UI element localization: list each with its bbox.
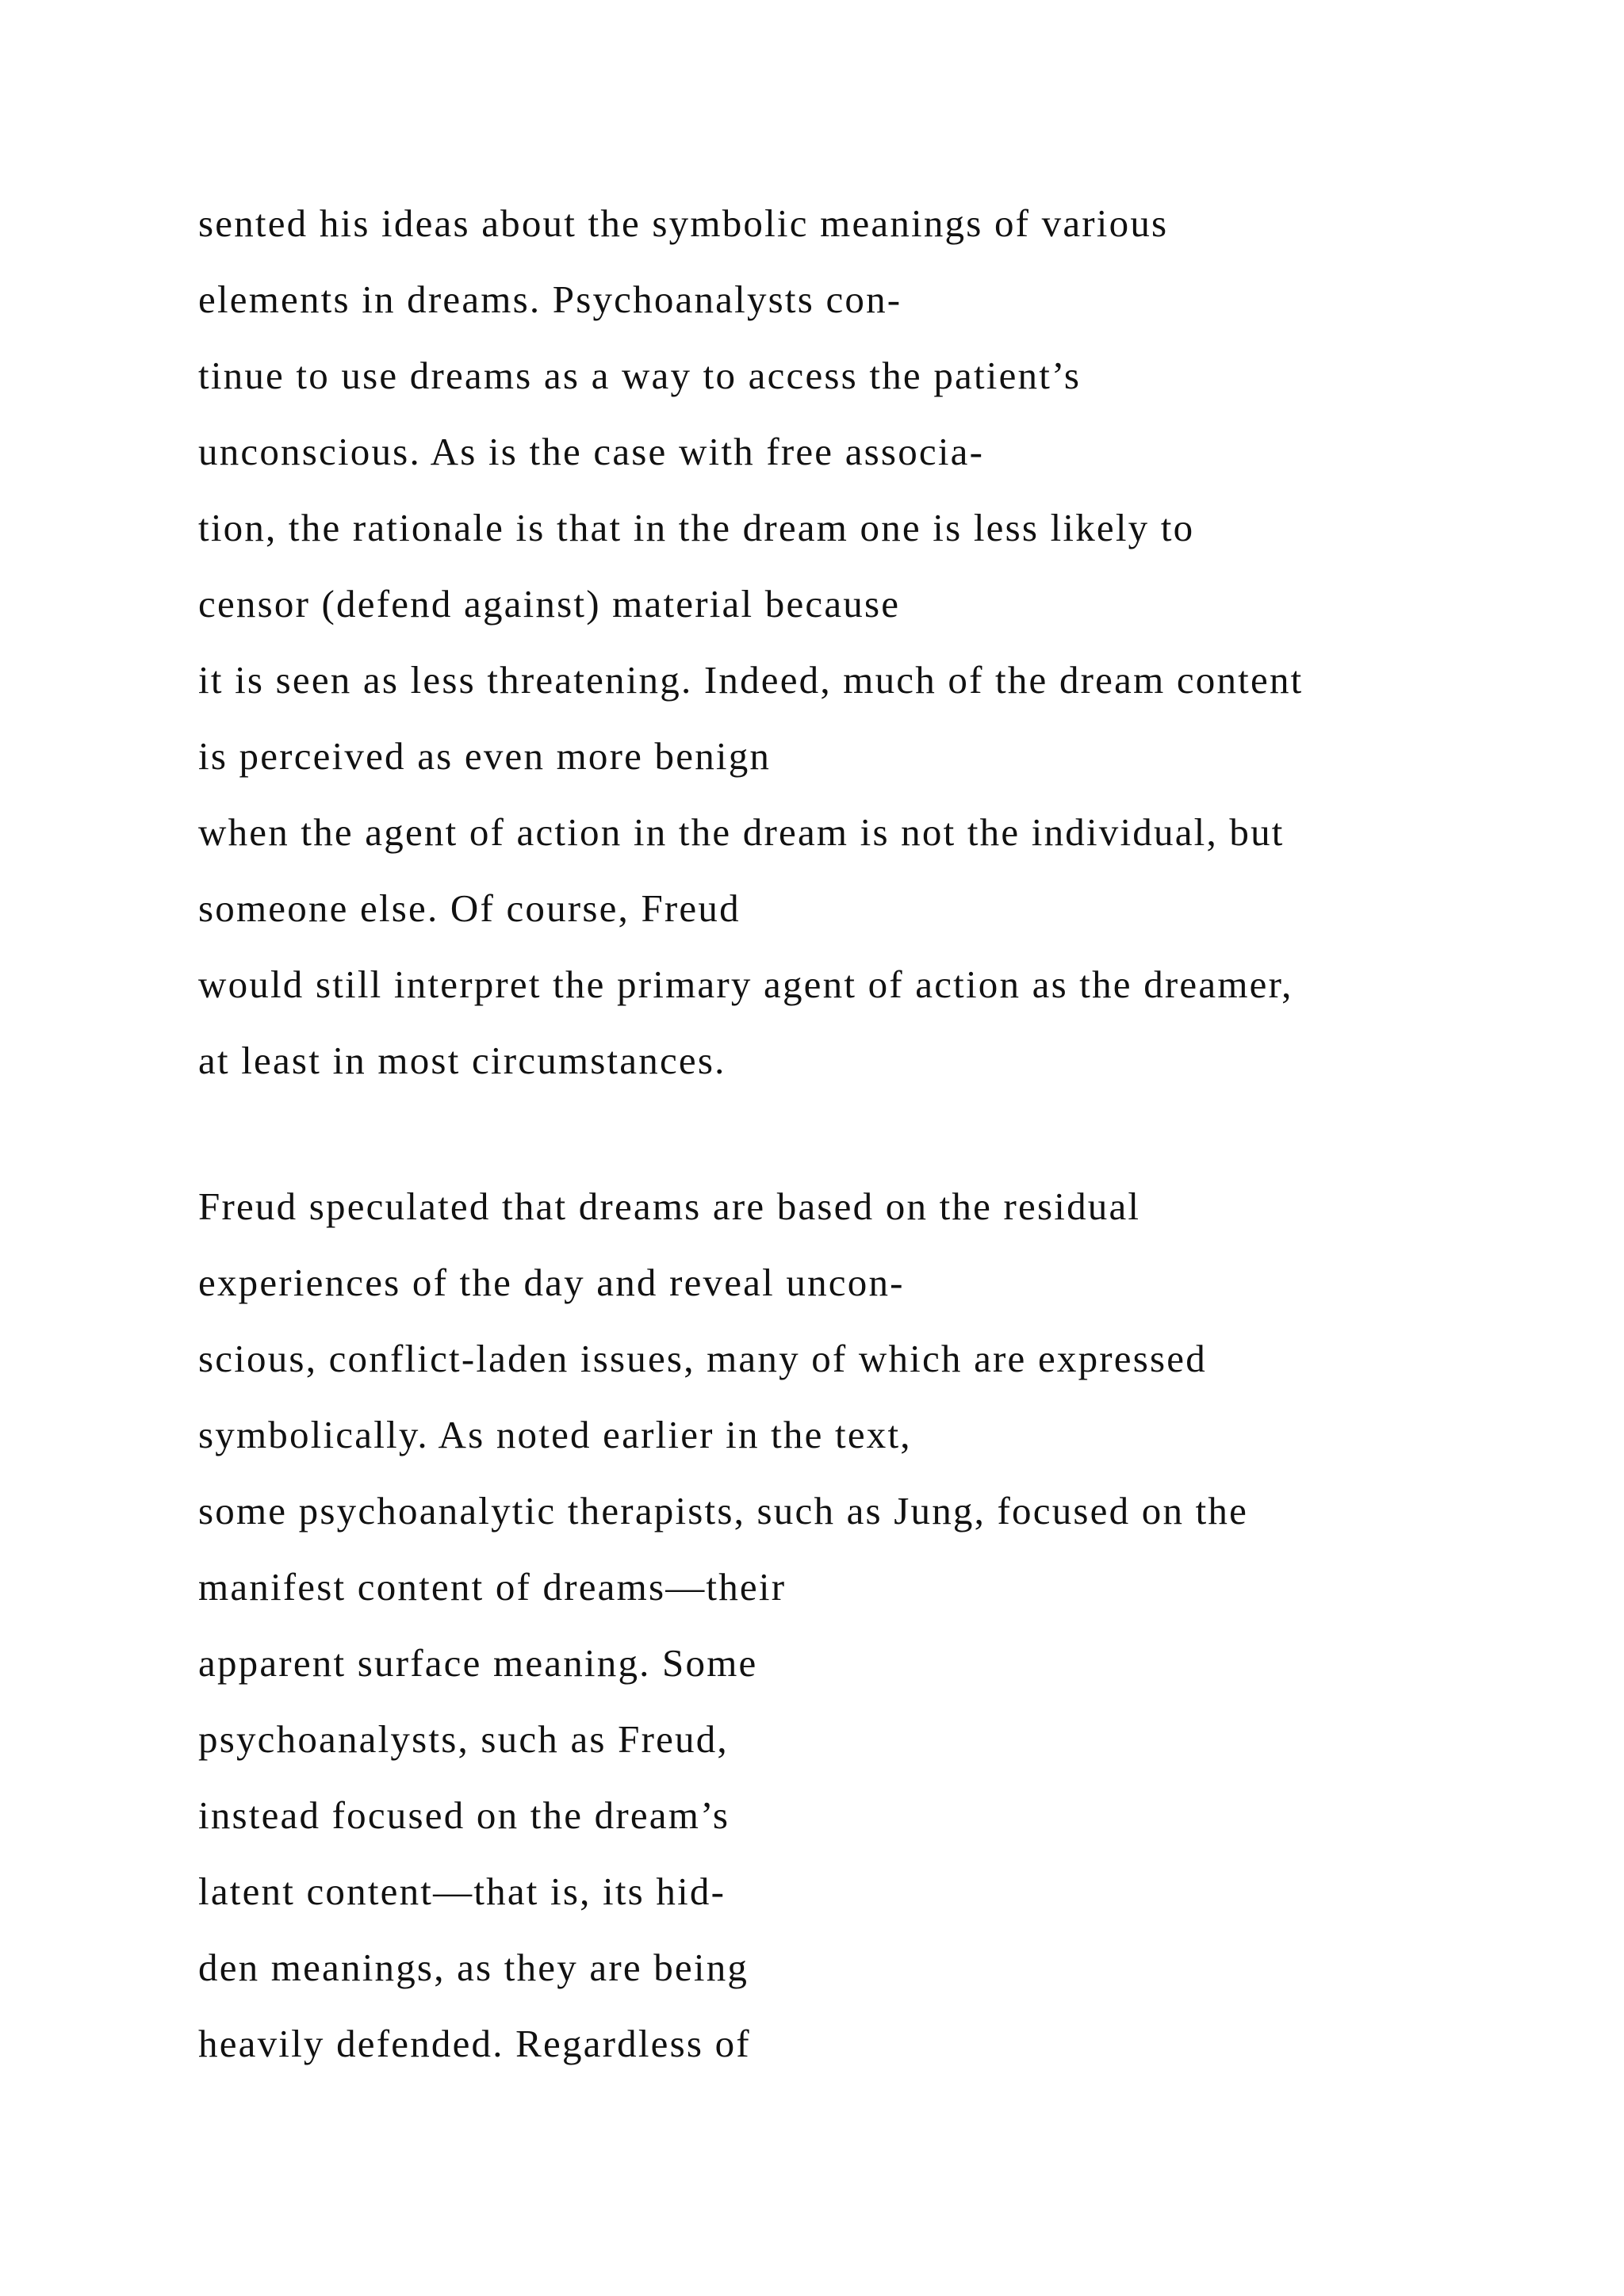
text-line: elements in dreams. Psychoanalysts con- (198, 277, 902, 321)
text-line: manifest content of dreams—their (198, 1565, 787, 1609)
text-line: at least in most circumstances. (198, 1039, 726, 1082)
paragraph-2 (198, 1169, 1507, 2082)
text-line: sented his ideas about the symbolic meanings of various (198, 201, 1169, 245)
text-line: tinue to use dreams as a way to access the patient’s (198, 354, 1082, 397)
text-line: psychoanalysts, such as Freud, (198, 1717, 729, 1761)
text-line: latent content—that is, its hid- (198, 1869, 726, 1913)
text-line: would still interpret the primary agent of action as the dreamer, (198, 962, 1293, 1006)
text-line: some psychoanalytic therapists, such as Jung, focused on the (198, 1489, 1249, 1533)
text-line: is perceived as even more benign (198, 734, 772, 778)
text-line: apparent surface meaning. Some (198, 1641, 758, 1685)
text-line: symbolically. As noted earlier in the text, (198, 1413, 912, 1456)
text-line: tion, the rationale is that in the dream one is less likely to (198, 506, 1195, 549)
text-line: Freud speculated that dreams are based on the residual (198, 1184, 1141, 1228)
text-line: instead focused on the dream’s (198, 1793, 730, 1837)
text-line: unconscious. As is the case with free associa- (198, 430, 985, 473)
text-line: someone else. Of course, Freud (198, 886, 741, 930)
text-line: experiences of the day and reveal uncon- (198, 1261, 905, 1304)
text-line: censor (defend against) material because (198, 582, 901, 626)
text-line: den meanings, as they are being (198, 1946, 749, 1989)
paragraph-1 (198, 186, 1507, 1099)
text-line: scious, conflict-laden issues, many of which are expressed (198, 1337, 1207, 1380)
text-line: heavily defended. Regardless of (198, 2022, 751, 2065)
text-line: when the agent of action in the dream is not the individual, but (198, 810, 1285, 854)
text-line: it is seen as less threatening. Indeed, much of the dream content (198, 658, 1304, 702)
